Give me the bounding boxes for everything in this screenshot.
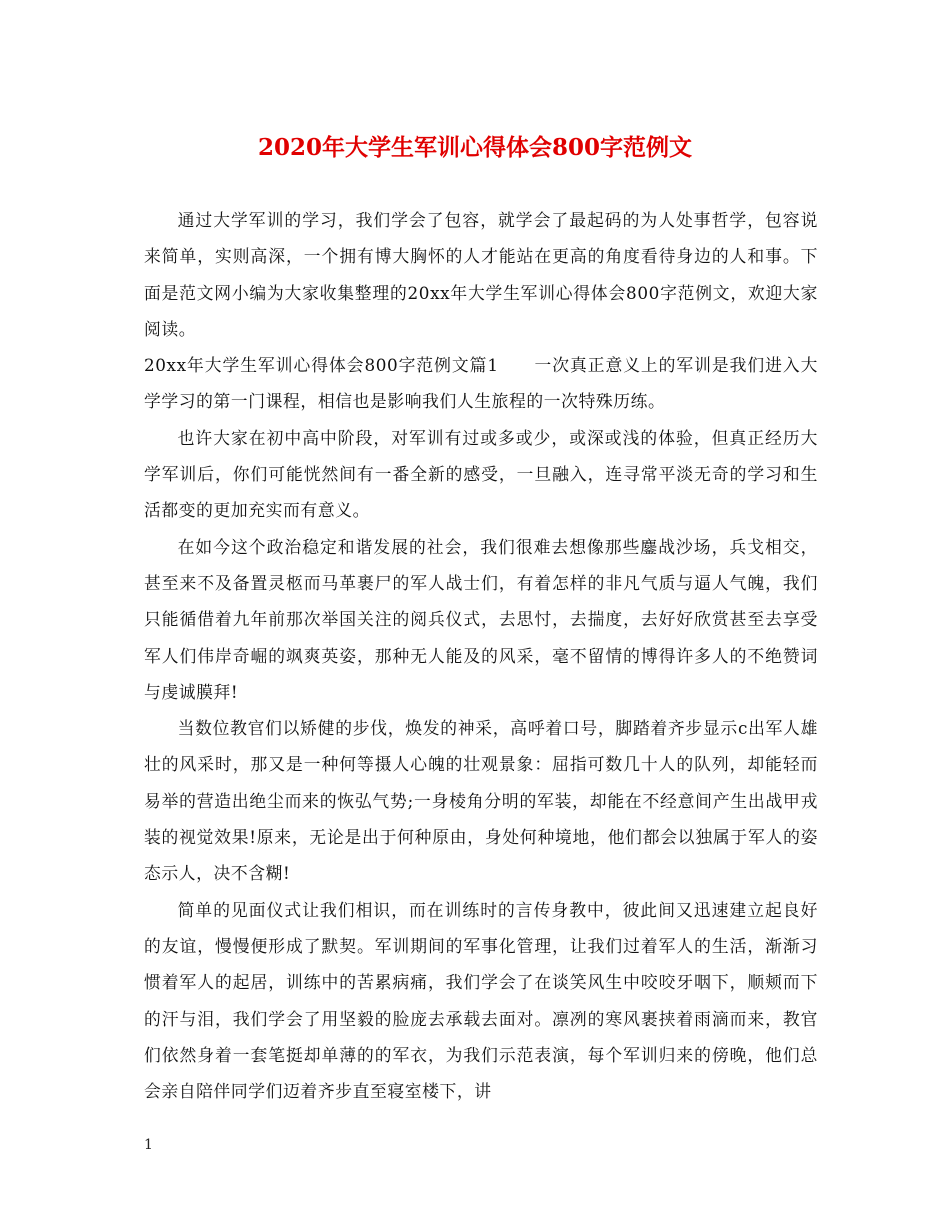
paragraph-intro: 通过大学军训的学习，我们学会了包容，就学会了最起码的为人处事哲学，包容说来简单，实则高深，一个拥有博大胸怀的人才能站在更高的角度看待身边的人和事。下面是范文网小编为大家收集整理的20xx年大学生军训心得体会800字范例文，欢迎大家阅读。 <box>144 210 818 339</box>
paragraph: 在如今这个政治稳定和谐发展的社会，我们很难去想像那些鏖战沙场，兵戈相交，甚至来不及备置灵柩而马革裹尸的军人战士们，有着怎样的非凡气质与逼人气魄，我们只能循借着九年前那次举国关注的阅兵仪式，去思忖，去揣度，去好好欣赏甚至去享受军人们伟岸奇崛的飒爽英姿，那种无人能及的风采，毫不留情的博得许多人的不绝赞词与虔诚膜拜! <box>144 536 818 702</box>
paragraph: 也许大家在初中高中阶段，对军训有过或多或少，或深或浅的体验，但真正经历大学军训后，你们可能恍然间有一番全新的感受，一旦融入，连寻常平淡无奇的学习和生活都变的更加充实而有意义。 <box>144 427 818 521</box>
page-number: 1 <box>144 1137 153 1153</box>
paragraph: 简单的见面仪式让我们相识，而在训练时的言传身教中，彼此间又迅速建立起良好的友谊，慢慢便形成了默契。军训期间的军事化管理，让我们过着军人的生活，渐渐习惯着军人的起居，训练中的苦累病痛，我们学会了在谈笑风生中咬咬牙咽下，顺颊而下的汗与泪，我们学会了用坚毅的脸庞去承载去面对。凛冽的寒风裹挟着雨滴而来，教官们依然身着一套笔挺却单薄的的军衣，为我们示范表演，每个军训归来的傍晚，他们总会亲自陪伴同学们迈着齐步直至寝室楼下，讲 <box>144 899 818 1102</box>
paragraph: 当数位教官们以矫健的步伐，焕发的神采，高呼着口号，脚踏着齐步显示c出军人雄壮的风采时，那又是一种何等摄人心魄的壮观景象：屈指可数几十人的队列，却能轻而易举的营造出绝尘而来的恢弘气势;一身棱角分明的军装，却能在不经意间产生出战甲戎装的视觉效果!原来，无论是出于何种原由，身处何种境地，他们都会以独属于军人的姿态示人，决不含糊! <box>144 718 818 884</box>
paragraph-section-heading: 20xx年大学生军训心得体会800字范例文篇1 一次真正意义上的军训是我们进入大学学习的第一门课程，相信也是影响我们人生旅程的一次特殊历练。 <box>144 355 818 412</box>
document-title: 2020年大学生军训心得体会800字范例文 <box>257 134 693 161</box>
document-body <box>144 202 818 1109</box>
